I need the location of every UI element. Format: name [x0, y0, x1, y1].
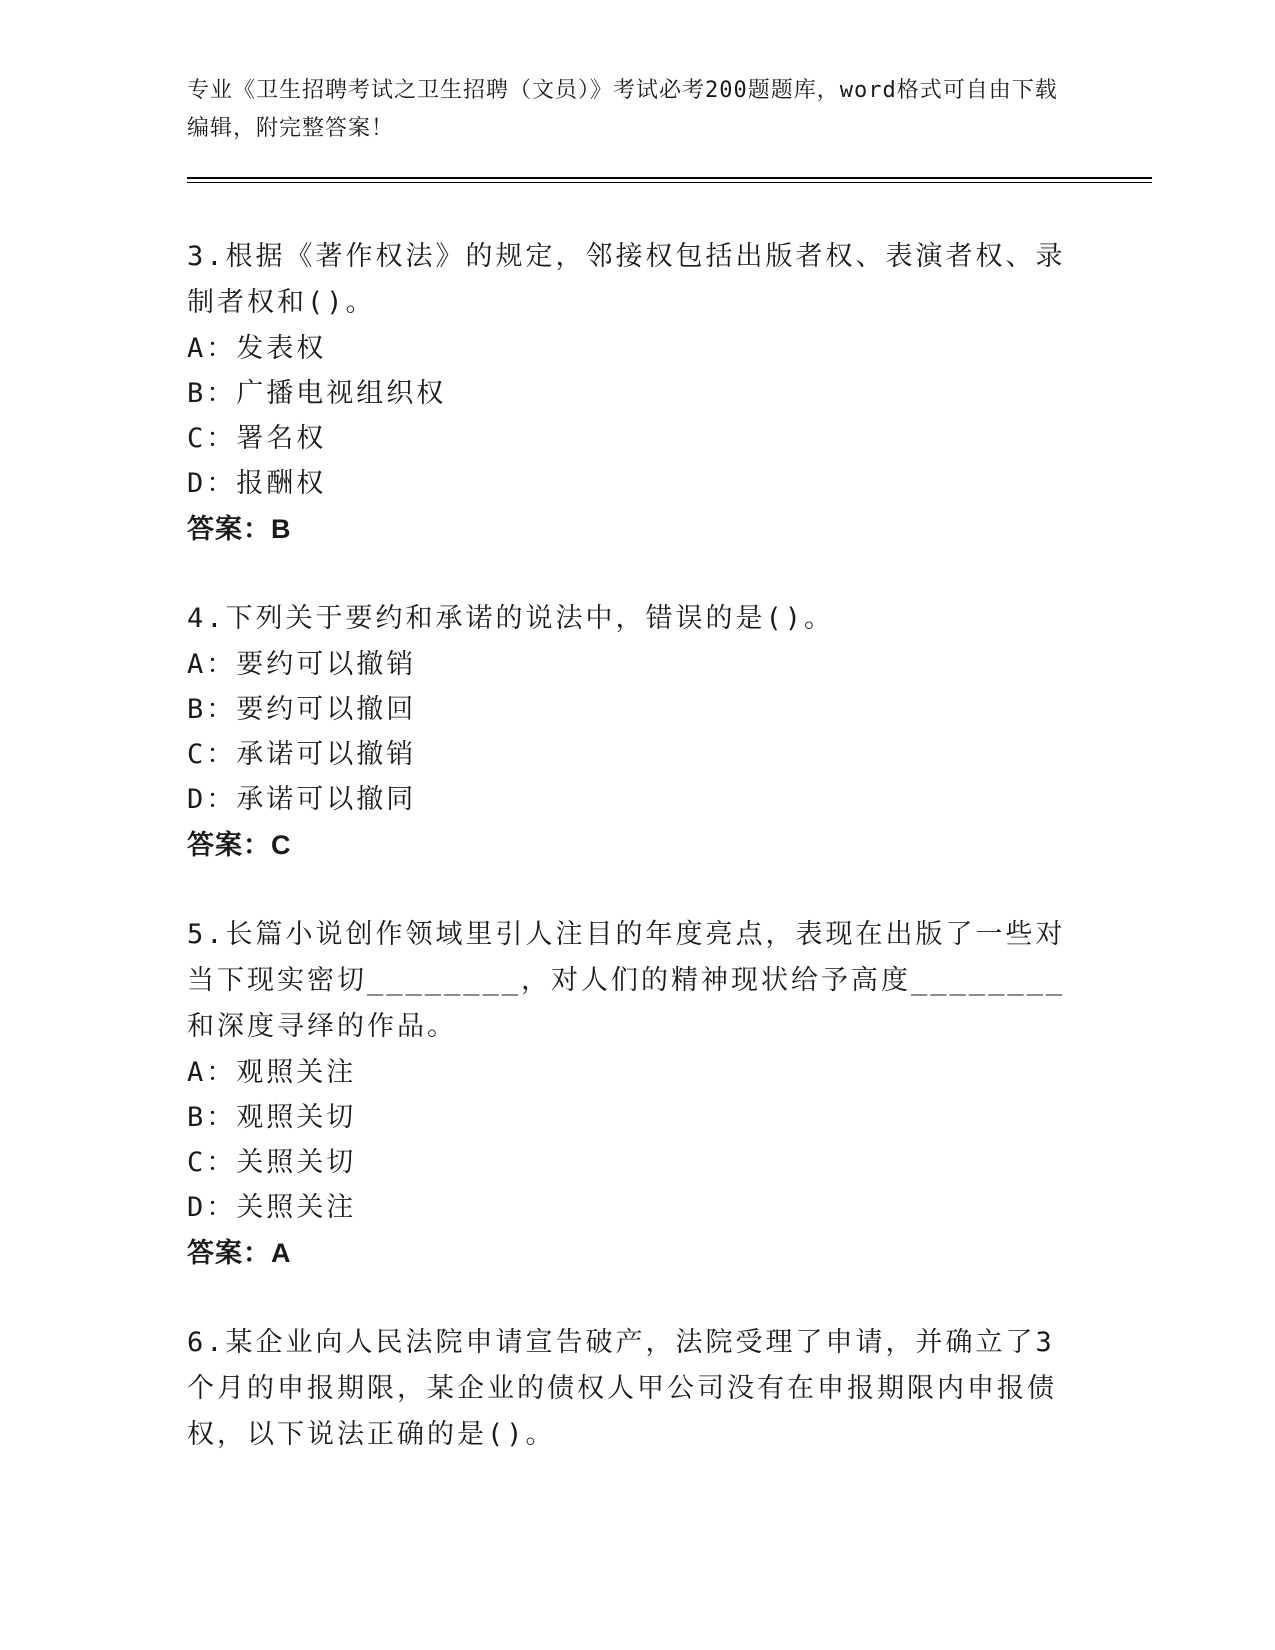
option-b: B：观照关切 — [187, 1102, 357, 1133]
question-stem: 5.长篇小说创作领域里引人注目的年度亮点，表现在出版了一些对当下现实密切________，对人们的精神现状给予高度________和深度寻绎的作品。 — [187, 919, 1066, 1042]
option-c: C：署名权 — [187, 423, 327, 454]
question-6 — [187, 1320, 1067, 1458]
answer-line: 答案：A — [187, 1238, 292, 1268]
question-stem: 6.某企业向人民法院申请宣告破产，法院受理了申请，并确立了3个月的申报期限，某企业的债权人甲公司没有在申报期限内申报债权，以下说法正确的是()。 — [187, 1327, 1057, 1450]
option-b: B：广播电视组织权 — [187, 378, 447, 409]
question-stem: 4.下列关于要约和承诺的说法中，错误的是()。 — [187, 603, 835, 634]
option-c: C：承诺可以撤销 — [187, 739, 417, 770]
option-b: B：要约可以撤回 — [187, 694, 417, 725]
question-stem: 3.根据《著作权法》的规定，邻接权包括出版者权、表演者权、录制者权和()。 — [187, 241, 1066, 318]
answer-line: 答案：C — [187, 830, 292, 860]
option-d: D：承诺可以撤同 — [187, 784, 417, 815]
answer-line: 答案：B — [187, 514, 292, 544]
document-description: 专业《卫生招聘考试之卫生招聘（文员）》考试必考200题题库，word格式可自由下载编辑，附完整答案！ — [187, 78, 1058, 141]
option-a: A：要约可以撤销 — [187, 649, 417, 680]
question-4 — [187, 596, 1067, 868]
question-5 — [187, 912, 1067, 1276]
option-d: D：关照关注 — [187, 1192, 357, 1223]
question-3 — [187, 234, 1067, 552]
option-c: C：关照关切 — [187, 1147, 357, 1178]
option-a: A：观照关注 — [187, 1057, 357, 1088]
header-divider-thin — [187, 182, 1152, 183]
option-d: D：报酬权 — [187, 468, 327, 499]
option-a: A：发表权 — [187, 333, 327, 364]
question-list — [187, 234, 1067, 1502]
header-divider-thick — [187, 177, 1152, 179]
